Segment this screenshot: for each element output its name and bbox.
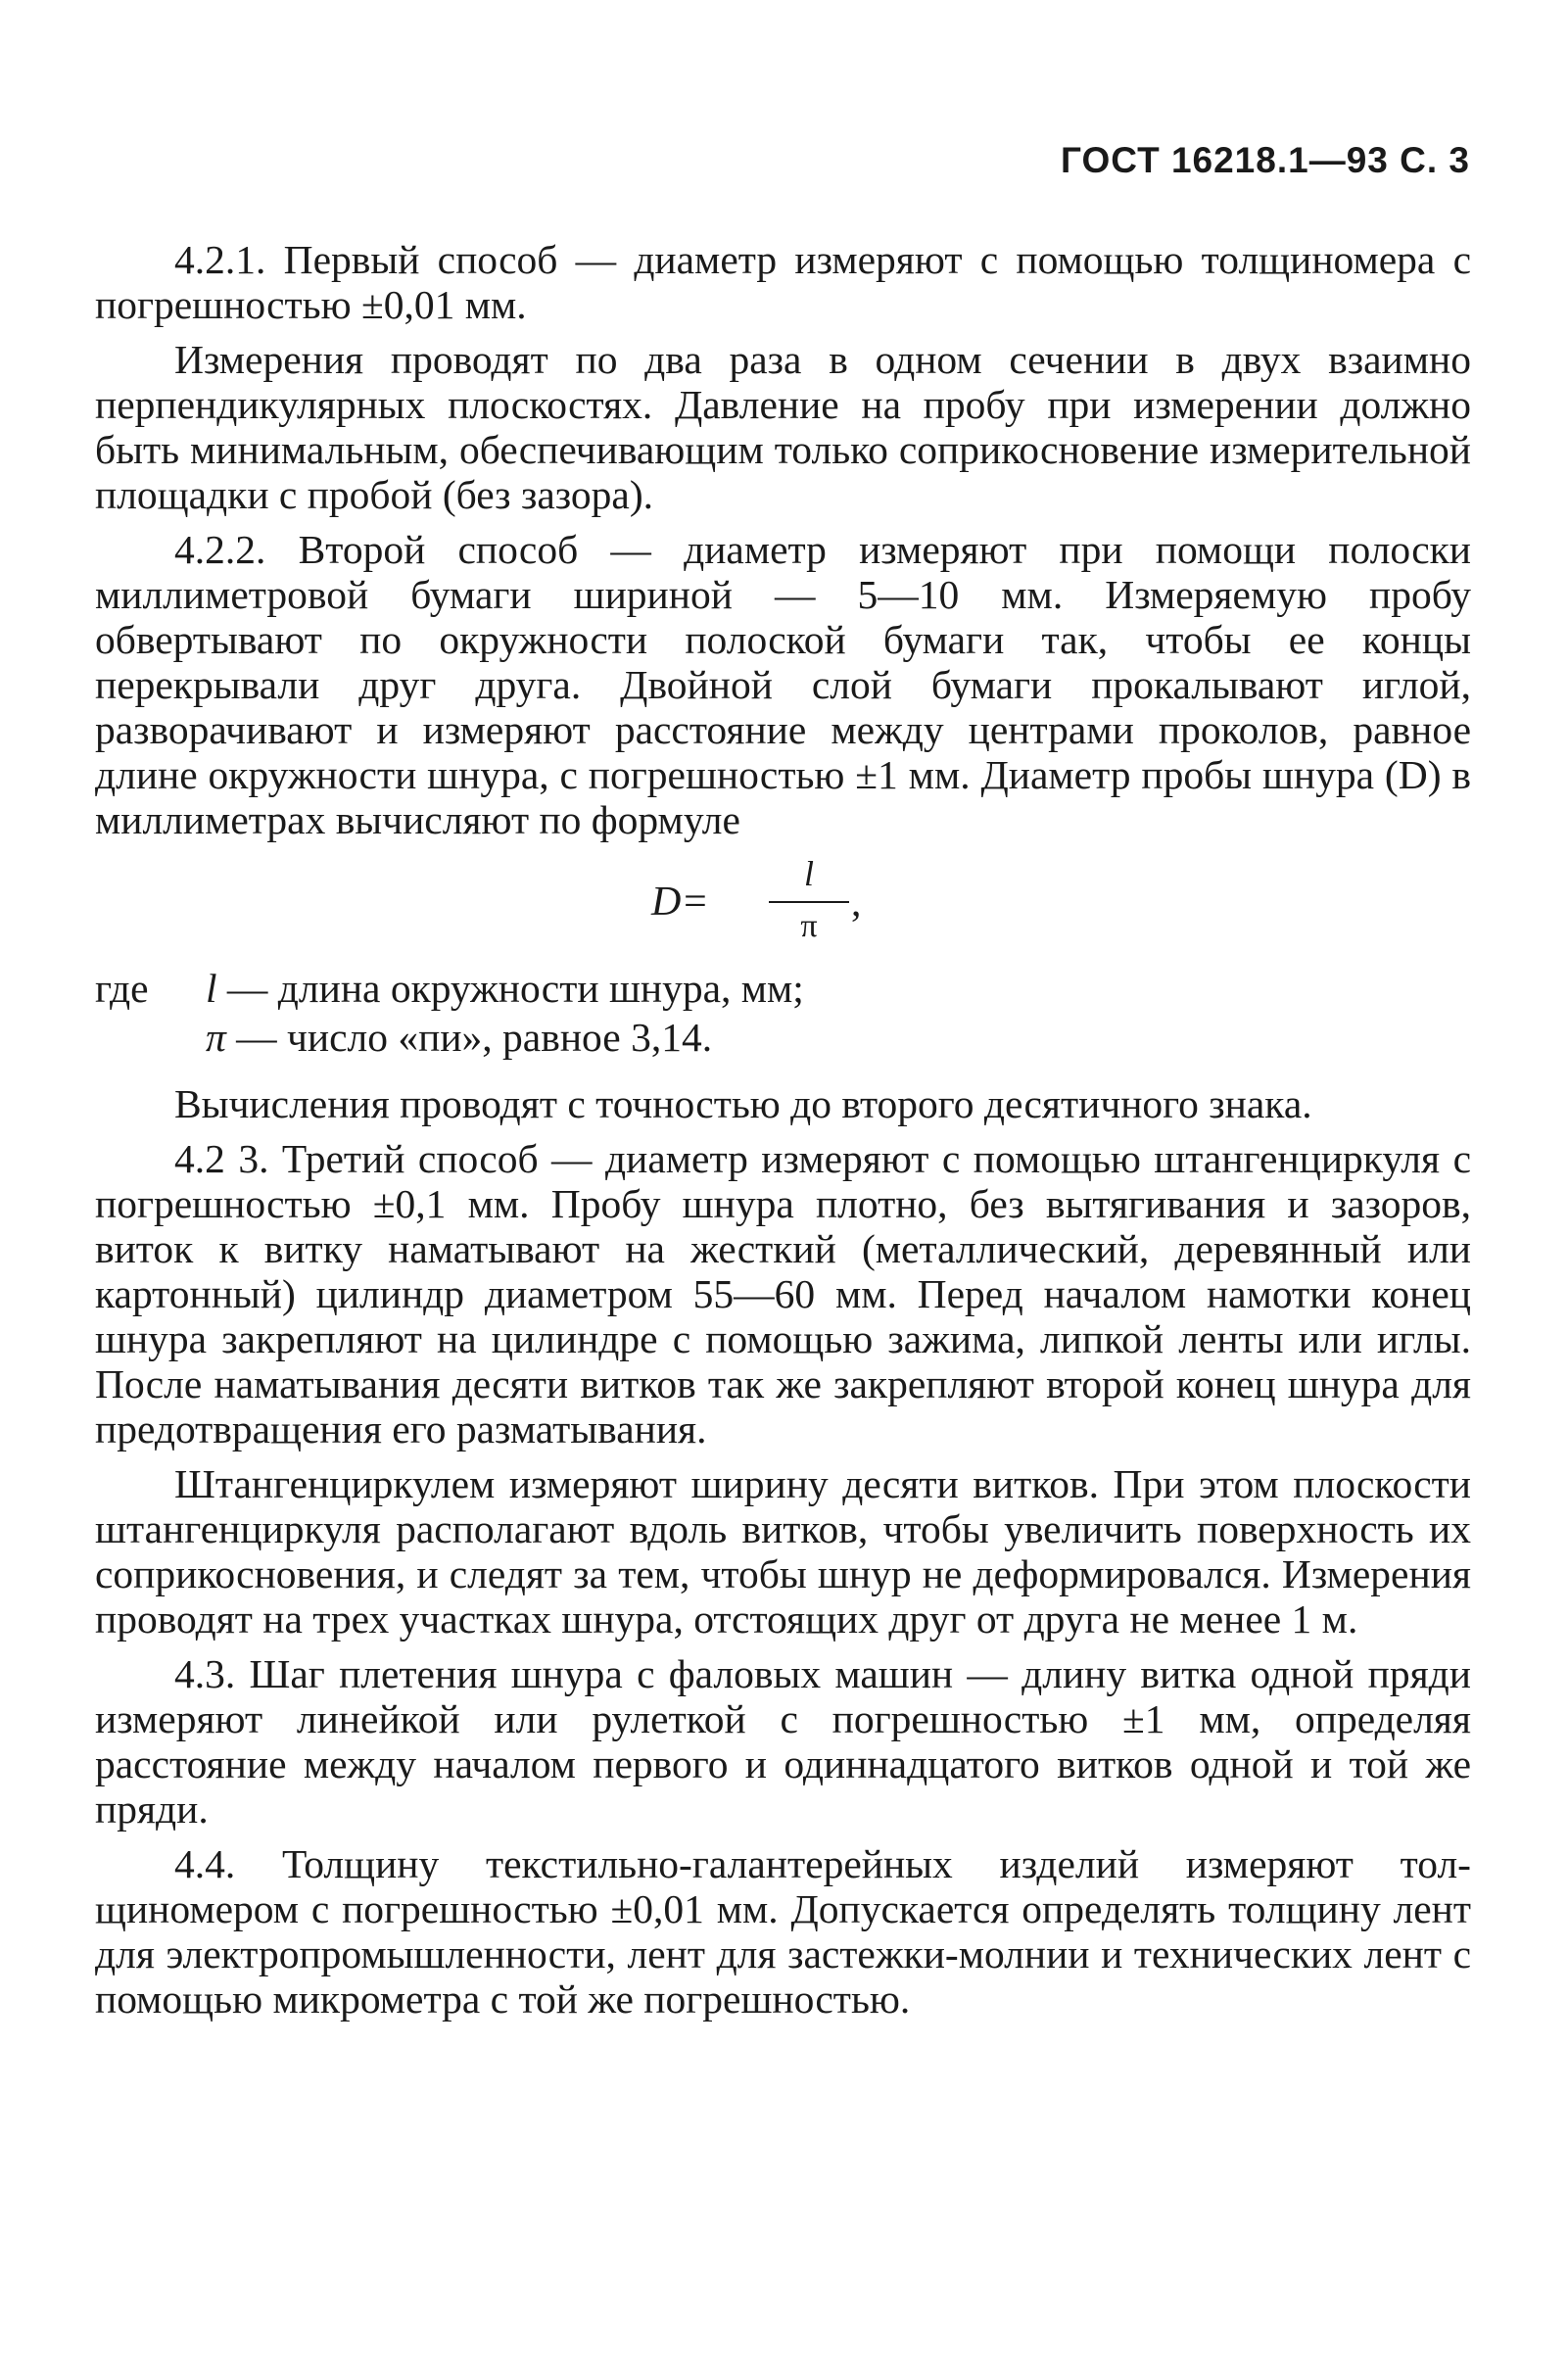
paragraph-4-3: 4.3. Шаг плетения шнура с фаловых машин — длину витка одной пряди измеряют линейкой или рулеткой с погрешностью ±1 мм, определяя расстояние между началом первого и одиннадцатого витков одной и той же пряди. [95,1651,1471,1832]
document-body [95,237,1471,2031]
formula-lhs: D= [651,880,709,925]
paragraph-4-2-3-caliper: Штангенциркулем измеряют ширину десяти витков. При этом плоскости штангенциркуля располагают вдоль витков, чтобы увеличить поверхность их соприкосновения, и следят за тем, чтобы шнур не деформировался. Измерения проводят на трех участках шнура, отстоящих друг от друга не менее 1 м. [95,1461,1471,1642]
legend-l-text: — длина окружности шнура, мм; [216,966,804,1011]
paragraph-4-2-3: 4.2 3. Третий способ — диаметр измеряют с помощью штангенциркуля с погрешностью ±0,1 мм. Пробу шнура плотно, без вытягивания и зазоров, виток к витку наматывают на жесткий (металлический, деревянный или картонный) цилиндр диаметром 55—60 мм. Перед началом намотки конец шнура закрепляют на цилиндре с помощью зажима, липкой ленты или иглы. После наматывания десяти витков так же закрепляют второй конец шнура для предотвращения его разматывания. [95,1136,1471,1452]
formula-fraction [769,852,849,946]
formula-numerator: l [803,854,814,893]
formula-denominator: π [800,908,818,944]
running-header: ГОСТ 16218.1—93 С. 3 [1061,140,1470,180]
paragraph-4-2-1: 4.2.1. Первый способ — диаметр измеряют с помощью толщиномера с погрешностью ±0,01 мм. [95,237,1471,327]
legend-l-symbol: l [206,966,217,1011]
diameter-formula [95,852,1471,960]
where-label: где [95,966,149,1011]
fraction-bar [769,901,849,903]
legend-l [206,966,804,1011]
paragraph-4-2-1-measurements: Измерения проводят по два раза в одном сечении в двух взаимно перпендикулярных плоскостях. Давление на пробу при измерении должно быть минимальным, обеспечивающим только соприкосновение измерительной площадки с пробой (без зазора). [95,337,1471,517]
legend-pi-symbol: π [206,1015,226,1060]
legend-pi [206,1015,712,1060]
paragraph-4-4: 4.4. Толщину текстильно-галантерейных изделий измеряют толщиномером с погрешностью ±0,01 мм. Допускается определять толщину лент для электропромышленности, лент для застежки-молнии и технических лент с помощью микрометра с той же погрешностью. [95,1841,1471,2022]
paragraph-calculation-precision: Вычисления проводят с точностью до второго десятичного знака. [174,1081,1312,1126]
formula-trailing-comma: , [851,880,862,925]
formula-legend [95,966,1471,1068]
legend-pi-text: — число «пи», равное 3,14. [225,1015,713,1060]
paragraph-4-2-2: 4.2.2. Второй способ — диаметр измеряют при помощи полоски миллиметровой бумаги шириной — 5—10 мм. Измеряемую пробу обвертывают по окружности полоской бумаги так, чтобы ее концы перекрывали друг друга. Двойной слой бумаги прокалывают иглой, разворачивают и измеряют расстояние между центрами проколов, равное длине окружности шнура, с погрешностью ±1 мм. Диаметр пробы шнура (D) в миллиметрах вычисляют по формуле [95,527,1471,842]
